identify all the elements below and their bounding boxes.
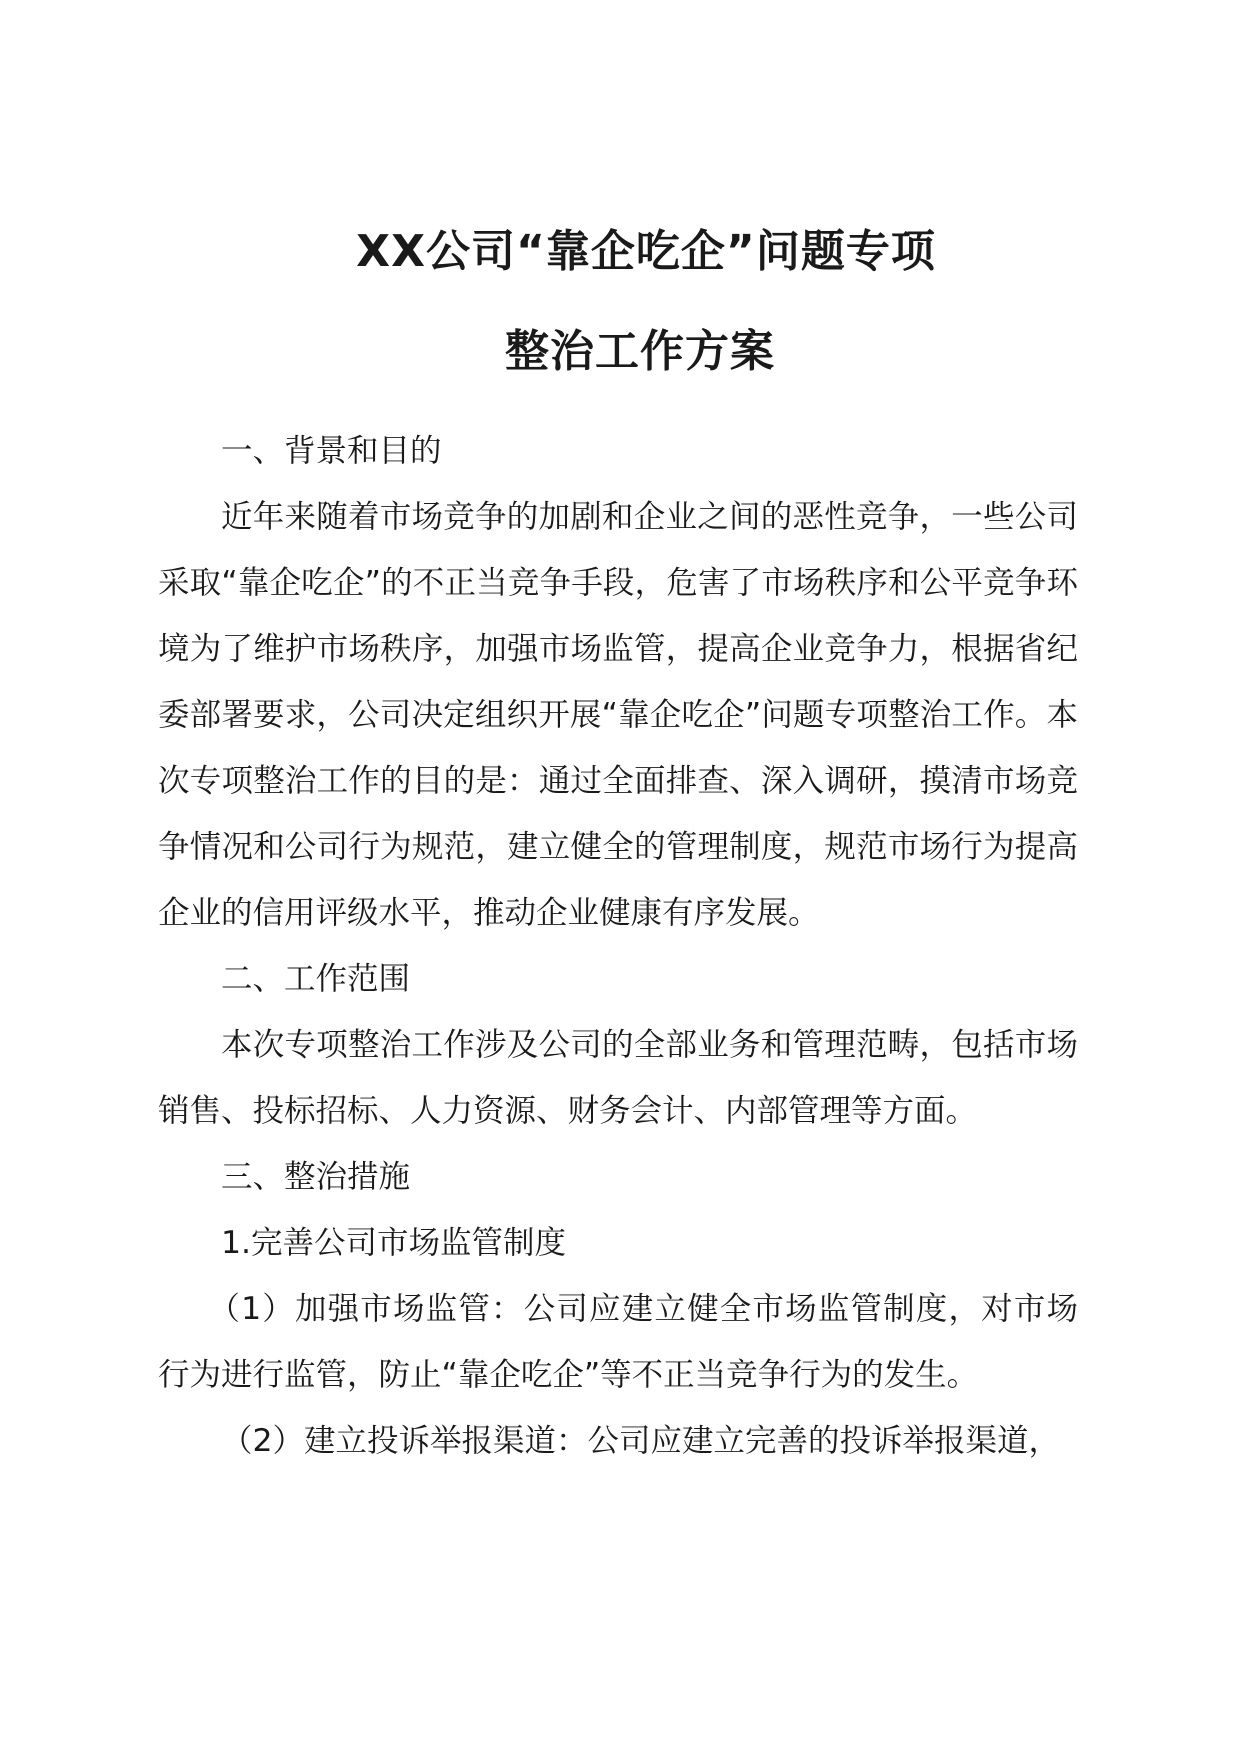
document-title-line-1: XX公司“靠企吃企”问题专项 (356, 226, 936, 277)
section-heading-scope: 二、工作范围 (221, 961, 411, 997)
list-item-measure-1-1: （1）加强市场监管：公司应建立健全市场监管制度，对市场行为进行监管，防止“靠企吃企”等不正当竞争行为的发生。 (158, 1291, 1078, 1393)
section-heading-measures: 三、整治措施 (221, 1159, 411, 1195)
list-item-measure-1-2: （2）建立投诉举报渠道：公司应建立完善的投诉举报渠道， (221, 1423, 1061, 1459)
paragraph-background: 近年来随着市场竞争的加剧和企业之间的恶性竞争，一些公司采取“靠企吃企”的不正当竞争手段，危害了市场秩序和公平竞争环境为了维护市场秩序，加强市场监管，提高企业竞争力，根据省纪委部署要求，公司决定组织开展“靠企吃企”问题专项整治工作。本次专项整治工作的目的是：通过全面排查、深入调研，摸清市场竞争情况和公司行为规范，建立健全的管理制度，规范市场行为提高企业的信用评级水平，推动企业健康有序发展。 (158, 499, 1078, 931)
document-body (158, 418, 1078, 1474)
section-heading-background: 一、背景和目的 (221, 433, 442, 469)
document-title-line-2: 整治工作方案 (505, 326, 775, 377)
paragraph-scope: 本次专项整治工作涉及公司的全部业务和管理范畴，包括市场销售、投标招标、人力资源、财务会计、内部管理等方面。 (158, 1027, 1078, 1129)
subheading-measure-1: 1.完善公司市场监管制度 (221, 1225, 567, 1261)
